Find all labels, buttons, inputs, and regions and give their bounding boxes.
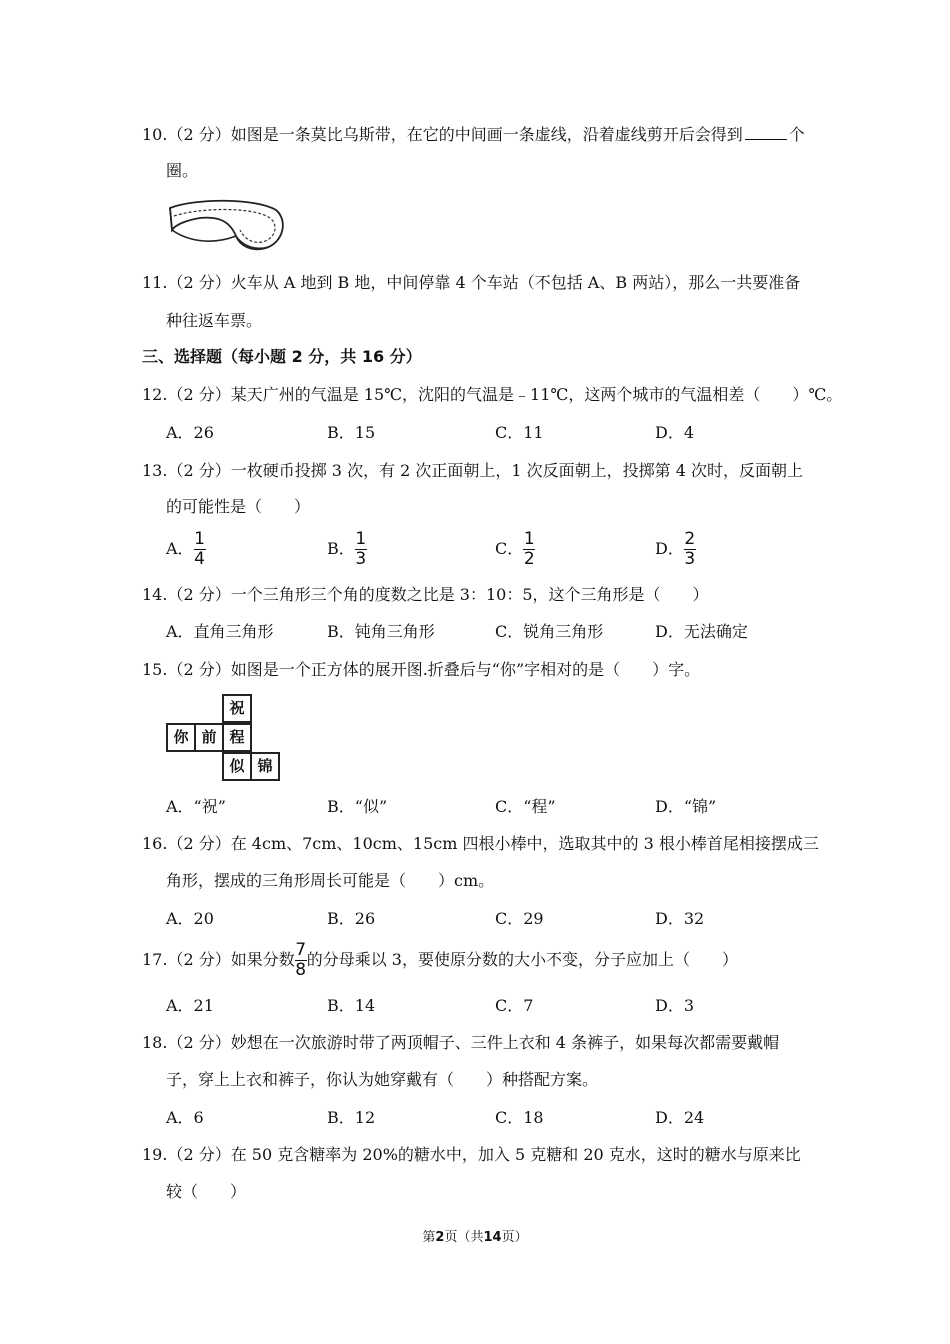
q11-line1: 11.（2 分）火车从 A 地到 B 地，中间停靠 4 个车站（不包括 A、B 两站），那么一共要准备 [142,273,801,292]
q16-option-a: A．20 [166,909,214,928]
net-cell-ni: 你 [166,723,196,752]
q14-option-a: A．直角三角形 [166,622,274,641]
q19-line1: 19.（2 分）在 50 克含糖率为 20%的糖水中，加入 5 克糖和 20 克水，这时的糖水与原来比 [142,1145,801,1164]
net-cell-cheng: 程 [222,723,252,752]
q11-line2: 种往返车票。 [166,311,263,330]
q14-option-b: B．钝角三角形 [327,622,435,641]
fraction: $\frac{2}{3}$ [684,529,696,569]
q12-option-c: C．11 [495,423,544,442]
cube-net-figure [166,690,284,784]
q18-option-d: D．24 [655,1108,705,1127]
q13-option-c: C． $\frac{1}{2}$ [495,529,535,569]
q14-option-c: C．锐角三角形 [495,622,604,641]
q16-option-b: B．26 [327,909,376,928]
q16-line2: 角形，摆成的三角形周长可能是（ ）cm。 [166,871,495,890]
q15-option-a: A．“祝” [166,797,226,816]
q14-line1: 14.（2 分）一个三角形三个角的度数之比是 3：10：5，这个三角形是（ ） [142,585,709,604]
net-cell-zhu: 祝 [222,694,252,723]
section-heading: 三、选择题（每小题 2 分，共 16 分） [142,347,422,366]
q12-option-b: B．15 [327,423,376,442]
q18-option-a: A．6 [166,1108,204,1127]
fraction: $\frac{1}{2}$ [523,529,535,569]
q10-line2: 圈。 [166,161,199,180]
q16-line1: 16.（2 分）在 4cm、7cm、10cm、15cm 四根小棒中，选取其中的 3 根小棒首尾相接摆成三 [142,834,819,853]
fraction: $\frac{1}{3}$ [355,529,367,569]
q17-line1: 17.（2 分）如果分数 $\frac{7}{8}$ 的分母乘以 3，要使原分数的大小不变，分子应加上（ ） [142,940,738,980]
q15-line1: 15.（2 分）如图是一个正方体的展开图.折叠后与“你”字相对的是（ ）字。 [142,660,701,679]
q17-option-b: B．14 [327,996,376,1015]
q13-line1: 13.（2 分）一枚硬币投掷 3 次，有 2 次正面朝上，1 次反面朝上，投掷第 4 次时，反面朝上 [142,461,804,480]
q16-option-c: C．29 [495,909,544,928]
q10-line1 [142,124,805,146]
total-pages: 14 [483,1230,502,1245]
q13-option-a: A． $\frac{1}{4}$ [166,529,205,569]
q13-option-b: B． $\frac{1}{3}$ [327,529,367,569]
q10-text: 10.（2 分）如图是一条莫比乌斯带，在它的中间画一条虚线，沿着虚线剪开后会得到 [142,125,743,144]
q18-option-c: C．18 [495,1108,544,1127]
q15-option-c: C．“程” [495,797,556,816]
q13-option-d: D． $\frac{2}{3}$ [655,529,696,569]
q17-option-d: D．3 [655,996,695,1015]
q10-text-end: 个 [788,125,805,144]
q13-line2: 的可能性是（ ） [166,497,311,516]
q17-option-c: C．7 [495,996,534,1015]
q12-line1: 12.（2 分）某天广州的气温是 15℃，沈阳的气温是﹣11℃，这两个城市的气温相差（ ）℃。 [142,385,843,404]
fraction: $\frac{7}{8}$ [295,940,307,980]
page-number: 2 [435,1230,445,1245]
q19-line2: 较（ ） [166,1182,247,1201]
q18-option-b: B．12 [327,1108,376,1127]
net-cell-qian: 前 [194,723,224,752]
mobius-strip-figure [166,196,288,256]
fraction: $\frac{1}{4}$ [194,529,205,569]
q17-option-a: A．21 [166,996,214,1015]
page-footer: 第2页（共14页） [422,1230,528,1245]
q18-line1: 18.（2 分）妙想在一次旅游时带了两顶帽子、三件上衣和 4 条裤子，如果每次都需要戴帽 [142,1033,780,1052]
q12-option-d: D．4 [655,423,695,442]
q14-option-d: D．无法确定 [655,622,748,641]
net-cell-jin: 锦 [250,752,280,781]
q18-line2: 子，穿上上衣和裤子，你认为她穿戴有（ ）种搭配方案。 [166,1070,599,1089]
q15-option-d: D．“锦” [655,797,717,816]
q12-option-a: A．26 [166,423,214,442]
net-cell-si: 似 [222,752,252,781]
q16-option-d: D．32 [655,909,705,928]
answer-blank [745,125,787,140]
q15-option-b: B．“似” [327,797,388,816]
